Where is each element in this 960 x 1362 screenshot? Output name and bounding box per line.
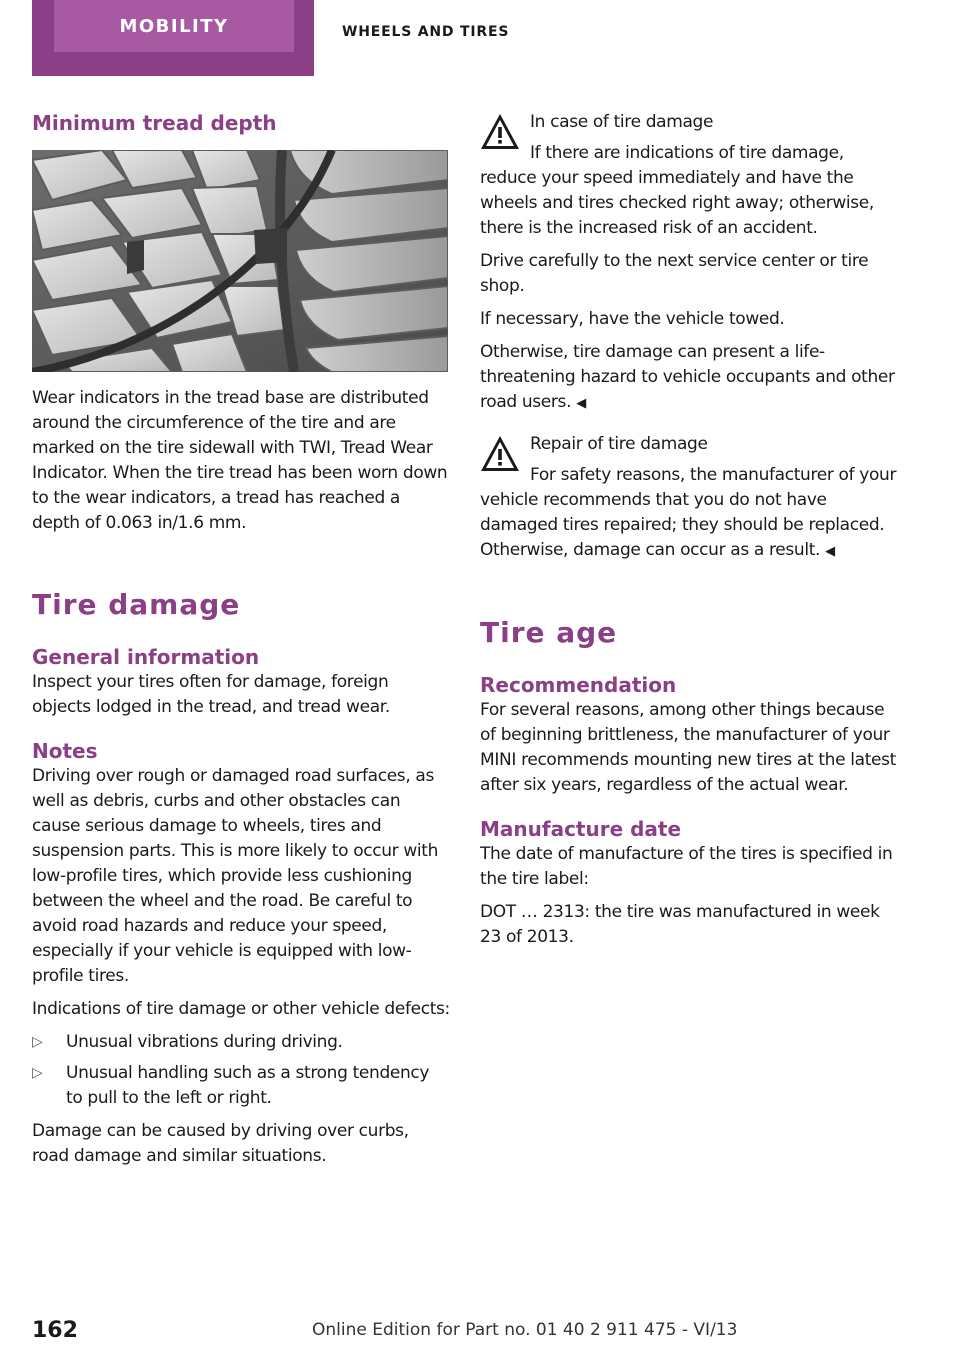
end-mark-icon: ◀ [576,396,586,411]
tread-depth-heading: Minimum tread depth [32,111,277,135]
warning-paragraph-text: For safety reasons, the manufacturer of your vehicle recommends that you do not have damaged tires repaired; they should be replaced. Otherwise, damage can occur as a result. [480,465,897,560]
notes-heading: Notes [32,739,98,763]
end-mark-icon: ◀ [825,544,835,559]
list-item-text: Unusual vibrations during driving. [66,1032,343,1052]
tire-age-title: Tire age [480,616,618,649]
warning-paragraph-2: Drive carefully to the next service center or tire shop. [480,251,869,296]
manufacture-date-paragraph-1: The date of manufacture of the tires is specified in the tire label: [480,844,893,889]
left-column [32,110,450,1177]
list-item [32,1030,450,1055]
notes-paragraph-2: Indications of tire damage or other vehicle defects: [32,999,450,1019]
notes-paragraph-1: Driving over rough or damaged road surfaces, as well as debris, curbs and other obstacles can cause serious damage to wheels, tires and suspension parts. This is more likely to occur with low-profile tires, which provide less cushioning between the wheel and the road. Be careful to avoid road hazards and reduce your speed, especially if your vehicle is equipped with low-profile tires. [32,766,439,986]
warning-paragraph-3: If necessary, have the vehicle towed. [480,309,785,329]
warning-triangle-icon [480,112,520,152]
damage-indications-list [32,1030,450,1111]
section-tab-label: MOBILITY [54,0,294,52]
list-item [32,1061,450,1111]
warning-paragraph-4 [480,340,898,416]
section-tab [32,0,314,76]
chapter-title: WHEELS AND TIRES [342,24,510,40]
warning-tire-damage [480,110,898,416]
manufacture-date-paragraph-2: DOT … 2313: the tire was manufactured in week 23 of 2013. [480,902,880,947]
warning-title: In case of tire damage [530,112,714,132]
general-info-paragraph: Inspect your tires often for damage, foreign objects lodged in the tread, and tread wear. [32,672,390,717]
triangle-bullet-icon: ▷ [32,1065,43,1081]
page-number: 162 [32,1318,78,1343]
tread-paragraph: Wear indicators in the tread base are distributed around the circumference of the tire and are marked on the tire sidewall with TWI, Tread Wear Indicator. When the tire tread has been worn down to the wear indicators, a tread has reached a depth of 0.063 in/1.6 mm. [32,388,448,533]
recommendation-paragraph: For several reasons, among other things because of beginning brittleness, the manufacturer of your MINI recommends mounting new tires at the latest after six years, regardless of the actual wear. [480,700,896,795]
warning-paragraph-1: If there are indications of tire damage, reduce your speed immediately and have the wheels and tires checked right away; otherwise, there is the increased risk of an accident. [480,143,874,238]
tire-damage-title: Tire damage [32,588,241,621]
general-info-heading: General information [32,645,260,669]
manufacture-date-heading: Manufacture date [480,817,682,841]
right-column [480,110,898,958]
recommendation-heading: Recommendation [480,673,677,697]
warning-title: Repair of tire damage [530,434,708,454]
warning-triangle-icon [480,434,520,474]
tire-tread-image [32,150,448,372]
list-item-text: Unusual handling such as a strong tendency to pull to the left or right. [66,1063,430,1108]
warning-paragraph [480,463,898,564]
triangle-bullet-icon: ▷ [32,1034,43,1050]
warning-repair [480,432,898,564]
warning-paragraph-4-text: Otherwise, tire damage can present a life-threatening hazard to vehicle occupants and other road users. [480,342,895,412]
notes-paragraph-3: Damage can be caused by driving over curbs, road damage and similar situations. [32,1121,409,1166]
edition-footer: Online Edition for Part no. 01 40 2 911 475 - VI/13 [312,1320,738,1340]
